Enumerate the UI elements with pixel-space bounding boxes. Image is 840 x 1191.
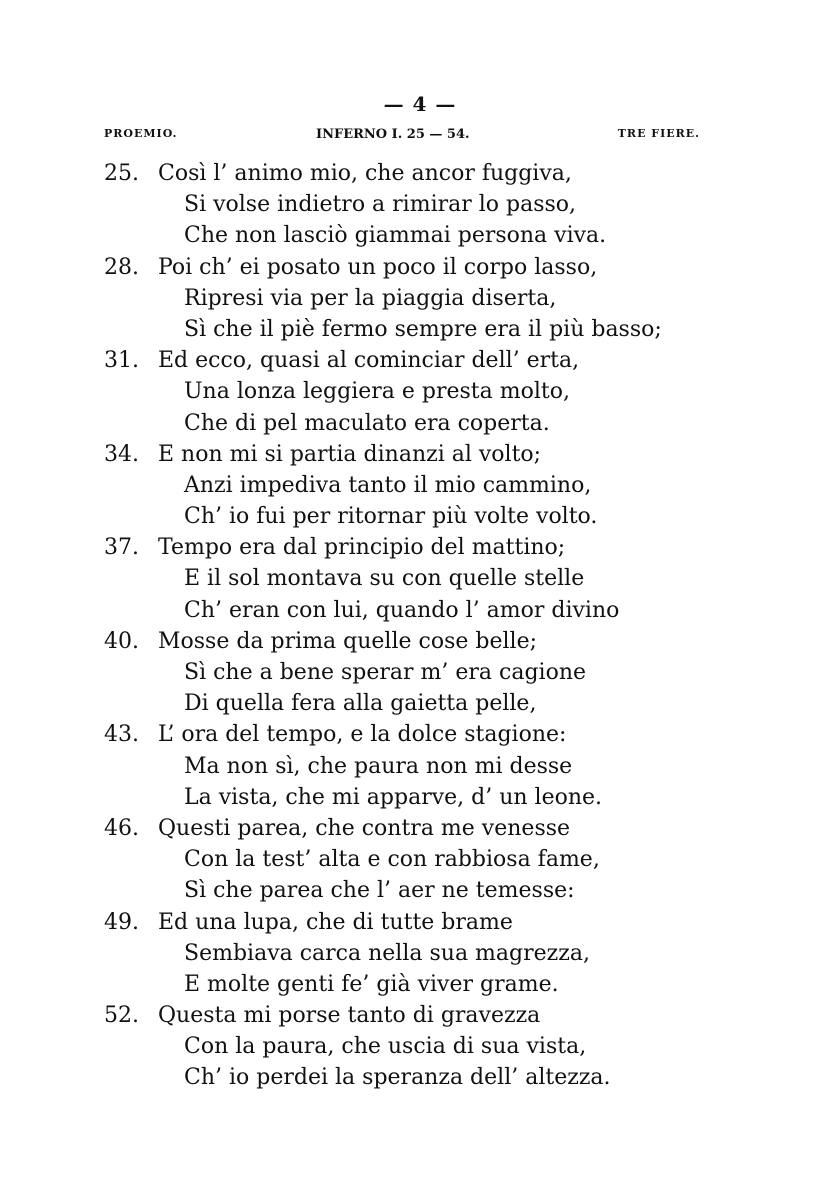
tercet bbox=[104, 813, 724, 907]
verse-line bbox=[104, 158, 724, 189]
poem-body bbox=[104, 158, 724, 1094]
running-head-section: PROEMIO. bbox=[104, 127, 178, 140]
verse-text: Che non lasciò giammai persona viva. bbox=[184, 223, 607, 249]
verse-text: Sì che parea che l’ aer ne temesse: bbox=[184, 878, 575, 904]
tercet bbox=[104, 626, 724, 720]
verse-text: Sì che il piè fermo sempre era il più basso; bbox=[184, 316, 662, 342]
verse-text: Di quella fera alla gaietta pelle, bbox=[184, 691, 537, 717]
verse-text: Ch’ io fui per ritornar più volte volto. bbox=[184, 504, 598, 530]
tercet bbox=[104, 907, 724, 1001]
verse-line bbox=[104, 626, 724, 657]
page-number: — 4 — bbox=[383, 92, 457, 116]
verse-line bbox=[104, 1000, 724, 1031]
verse-line bbox=[104, 782, 724, 813]
verse-text: Tempo era dal principio del mattino; bbox=[158, 535, 566, 561]
verse-line bbox=[104, 345, 724, 376]
verse-text: Ch’ eran con lui, quando l’ amor divino bbox=[184, 597, 620, 623]
tercet bbox=[104, 158, 724, 252]
verse-line bbox=[104, 1031, 724, 1062]
verse-line bbox=[104, 314, 724, 345]
verse-text: Sì che a bene sperar m’ era cagione bbox=[184, 660, 587, 685]
tercet bbox=[104, 532, 724, 626]
verse-line bbox=[104, 563, 724, 594]
verse-line bbox=[104, 283, 724, 314]
verse-line bbox=[104, 470, 724, 501]
tercet bbox=[104, 252, 724, 346]
verse-text: Con la paura, che uscia di sua vista, bbox=[184, 1034, 587, 1060]
verse-text: Ed ecco, quasi al cominciar dell’ erta, bbox=[158, 348, 580, 374]
verse-number: 40. bbox=[104, 628, 139, 654]
verse-line bbox=[104, 813, 724, 844]
verse-text: Ma non sì, che paura non mi desse bbox=[184, 753, 573, 779]
verse-line bbox=[104, 595, 724, 626]
verse-line bbox=[104, 688, 724, 719]
verse-text: E il sol montava su con quelle stelle bbox=[184, 566, 585, 592]
verse-text: Una lonza leggiera e presta molto, bbox=[184, 379, 570, 405]
verse-number: 28. bbox=[104, 254, 139, 280]
verse-text: Si volse indietro a rimirar lo passo, bbox=[184, 192, 577, 218]
verse-text: Anzi impediva tanto il mio cammino, bbox=[184, 472, 592, 498]
verse-number: 46. bbox=[104, 815, 139, 841]
running-head-topic: TRE FIERE. bbox=[617, 127, 700, 140]
verse-text: Mosse da prima quelle cose belle; bbox=[158, 628, 537, 654]
verse-text: Sembiava carca nella sua magrezza, bbox=[184, 940, 590, 966]
verse-line bbox=[104, 439, 724, 470]
verse-line bbox=[104, 501, 724, 532]
verse-line bbox=[104, 719, 724, 750]
verse-text: Così l’ animo mio, che ancor fuggiva, bbox=[158, 161, 572, 186]
verse-text: Ch’ io perdei la speranza dell’ altezza. bbox=[184, 1065, 611, 1091]
verse-line bbox=[104, 844, 724, 875]
tercet bbox=[104, 439, 724, 533]
verse-line bbox=[104, 938, 724, 969]
tercet bbox=[104, 345, 724, 439]
verse-line bbox=[104, 907, 724, 938]
verse-line bbox=[104, 220, 724, 251]
verse-text: Ed una lupa, che di tutte brame bbox=[158, 909, 513, 935]
verse-text: La vista, che mi apparve, d’ un leone. bbox=[184, 784, 603, 810]
tercet bbox=[104, 719, 724, 813]
verse-text: E non mi si partia dinanzi al volto; bbox=[158, 441, 542, 467]
verse-number: 37. bbox=[104, 535, 139, 561]
verse-text: Con la test’ alta e con rabbiosa fame, bbox=[184, 847, 600, 873]
verse-text: Questi parea, che contra me venesse bbox=[158, 815, 571, 841]
verse-line bbox=[104, 189, 724, 220]
verse-number: 49. bbox=[104, 909, 139, 935]
verse-text: Poi ch’ ei posato un poco il corpo lasso, bbox=[158, 254, 598, 280]
verse-text: E molte genti fe’ già viver grame. bbox=[184, 971, 559, 997]
running-head-canto-range: INFERNO I. 25 — 54. bbox=[316, 127, 470, 142]
verse-text: Che di pel maculato era coperta. bbox=[184, 410, 550, 436]
verse-text: Ripresi via per la piaggia diserta, bbox=[184, 285, 557, 311]
verse-line bbox=[104, 875, 724, 906]
verse-number: 52. bbox=[104, 1003, 139, 1029]
verse-number: 43. bbox=[104, 722, 139, 748]
verse-line bbox=[104, 657, 724, 688]
verse-text: L’ ora del tempo, e la dolce stagione: bbox=[158, 722, 567, 748]
verse-text: Questa mi porse tanto di gravezza bbox=[158, 1003, 541, 1029]
verse-number: 34. bbox=[104, 441, 139, 467]
verse-line bbox=[104, 1062, 724, 1093]
verse-line bbox=[104, 532, 724, 563]
verse-line bbox=[104, 408, 724, 439]
tercet bbox=[104, 1000, 724, 1094]
verse-line bbox=[104, 751, 724, 782]
verse-number: 31. bbox=[104, 348, 139, 374]
verse-line bbox=[104, 376, 724, 407]
verse-number: 25. bbox=[104, 161, 139, 186]
verse-line bbox=[104, 969, 724, 1000]
running-head bbox=[104, 127, 700, 147]
verse-line bbox=[104, 252, 724, 283]
